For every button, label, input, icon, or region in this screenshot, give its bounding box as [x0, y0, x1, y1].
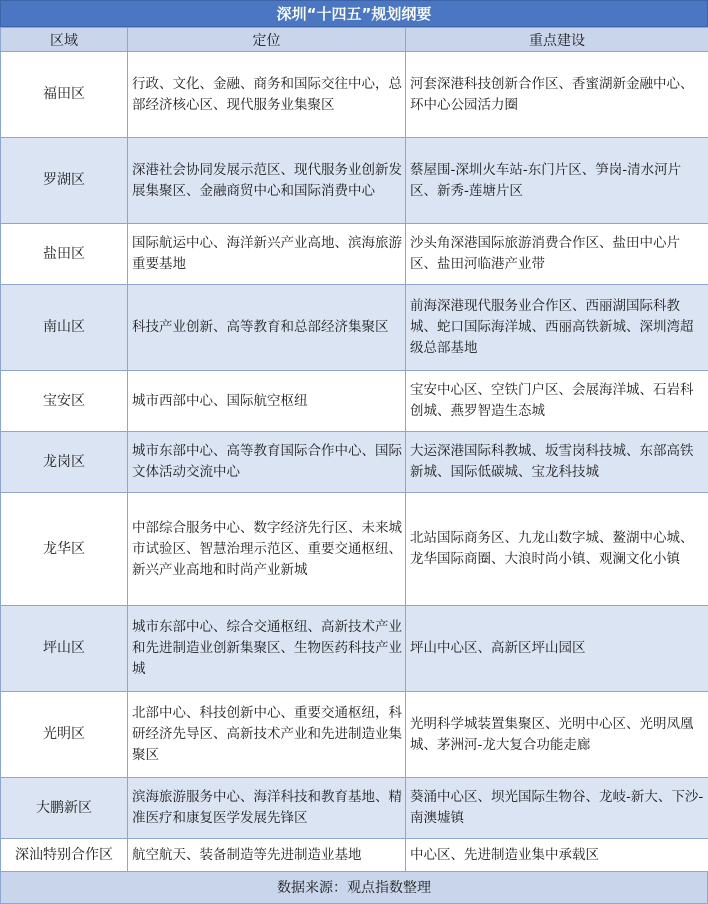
- positioning-cell: 行政、文化、金融、商务和国际交往中心，总部经济核心区、现代服务业集聚区: [128, 52, 406, 138]
- region-cell: 宝安区: [1, 371, 128, 432]
- positioning-cell: 航空航天、装备制造等先进制造业基地: [128, 839, 406, 872]
- projects-cell: 沙头角深港国际旅游消费合作区、盐田中心片区、盐田河临港产业带: [406, 224, 708, 285]
- region-cell: 龙华区: [1, 493, 128, 606]
- table-row: [1, 371, 708, 432]
- projects-cell: 河套深港科技创新合作区、香蜜湖新金融中心、环中心公园活力圈: [406, 52, 708, 138]
- positioning-cell: 滨海旅游服务中心、海洋科技和教育基地、精准医疗和康复医学发展先锋区: [128, 778, 406, 839]
- region-cell: 龙岗区: [1, 432, 128, 493]
- region-cell: 坪山区: [1, 606, 128, 692]
- projects-cell: 宝安中心区、空铁门户区、会展海洋城、石岩科创城、燕罗智造生态城: [406, 371, 708, 432]
- projects-cell: 前海深港现代服务业合作区、西丽湖国际科教城、蛇口国际海洋城、西丽高铁新城、深圳湾超级总部基地: [406, 285, 708, 371]
- projects-cell: 中心区、先进制造业集中承载区: [406, 839, 708, 872]
- planning-table: [0, 27, 708, 872]
- projects-cell: 蔡屋围-深圳火车站-东门片区、笋岗-清水河片区、新秀-莲塘片区: [406, 138, 708, 224]
- table-row: [1, 839, 708, 872]
- positioning-cell: 城市东部中心、综合交通枢纽、高新技术产业和先进制造业创新集聚区、生物医药科技产业城: [128, 606, 406, 692]
- region-cell: 罗湖区: [1, 138, 128, 224]
- region-cell: 光明区: [1, 692, 128, 778]
- table-row: [1, 285, 708, 371]
- table-row: [1, 52, 708, 138]
- table-row: [1, 224, 708, 285]
- positioning-cell: 城市东部中心、高等教育国际合作中心、国际文体活动交流中心: [128, 432, 406, 493]
- source-note: 数据来源：观点指数整理: [0, 872, 708, 904]
- table-row: [1, 138, 708, 224]
- positioning-cell: 中部综合服务中心、数字经济先行区、未来城市试验区、智慧治理示范区、重要交通枢纽、新兴产业高地和时尚产业新城: [128, 493, 406, 606]
- positioning-cell: 城市西部中心、国际航空枢纽: [128, 371, 406, 432]
- region-cell: 福田区: [1, 52, 128, 138]
- projects-cell: 北站国际商务区、九龙山数字城、鳌湖中心城、龙华国际商圈、大浪时尚小镇、观澜文化小镇: [406, 493, 708, 606]
- positioning-cell: 科技产业创新、高等教育和总部经济集聚区: [128, 285, 406, 371]
- projects-cell: 大运深港国际科教城、坂雪岗科技城、东部高铁新城、国际低碳城、宝龙科技城: [406, 432, 708, 493]
- region-cell: 南山区: [1, 285, 128, 371]
- region-cell: 深汕特别合作区: [1, 839, 128, 872]
- positioning-cell: 北部中心、科技创新中心、重要交通枢纽，科研经济先导区、高新技术产业和先进制造业集聚区: [128, 692, 406, 778]
- header-positioning: 定位: [128, 28, 406, 52]
- table-row: [1, 692, 708, 778]
- region-cell: 盐田区: [1, 224, 128, 285]
- table-row: [1, 606, 708, 692]
- header-region: 区域: [1, 28, 128, 52]
- region-cell: 大鹏新区: [1, 778, 128, 839]
- projects-cell: 葵涌中心区、坝光国际生物谷、龙岐-新大、下沙-南澳墟镇: [406, 778, 708, 839]
- table-row: [1, 493, 708, 606]
- table-row: [1, 432, 708, 493]
- positioning-cell: 国际航运中心、海洋新兴产业高地、滨海旅游重要基地: [128, 224, 406, 285]
- table-title: 深圳“十四五”规划纲要: [0, 0, 708, 27]
- projects-cell: 光明科学城装置集聚区、光明中心区、光明凤凰城、茅洲河-龙大复合功能走廊: [406, 692, 708, 778]
- table-row: [1, 778, 708, 839]
- projects-cell: 坪山中心区、高新区坪山园区: [406, 606, 708, 692]
- header-projects: 重点建设: [406, 28, 708, 52]
- positioning-cell: 深港社会协同发展示范区、现代服务业创新发展集聚区、金融商贸中心和国际消费中心: [128, 138, 406, 224]
- header-row: [1, 28, 708, 52]
